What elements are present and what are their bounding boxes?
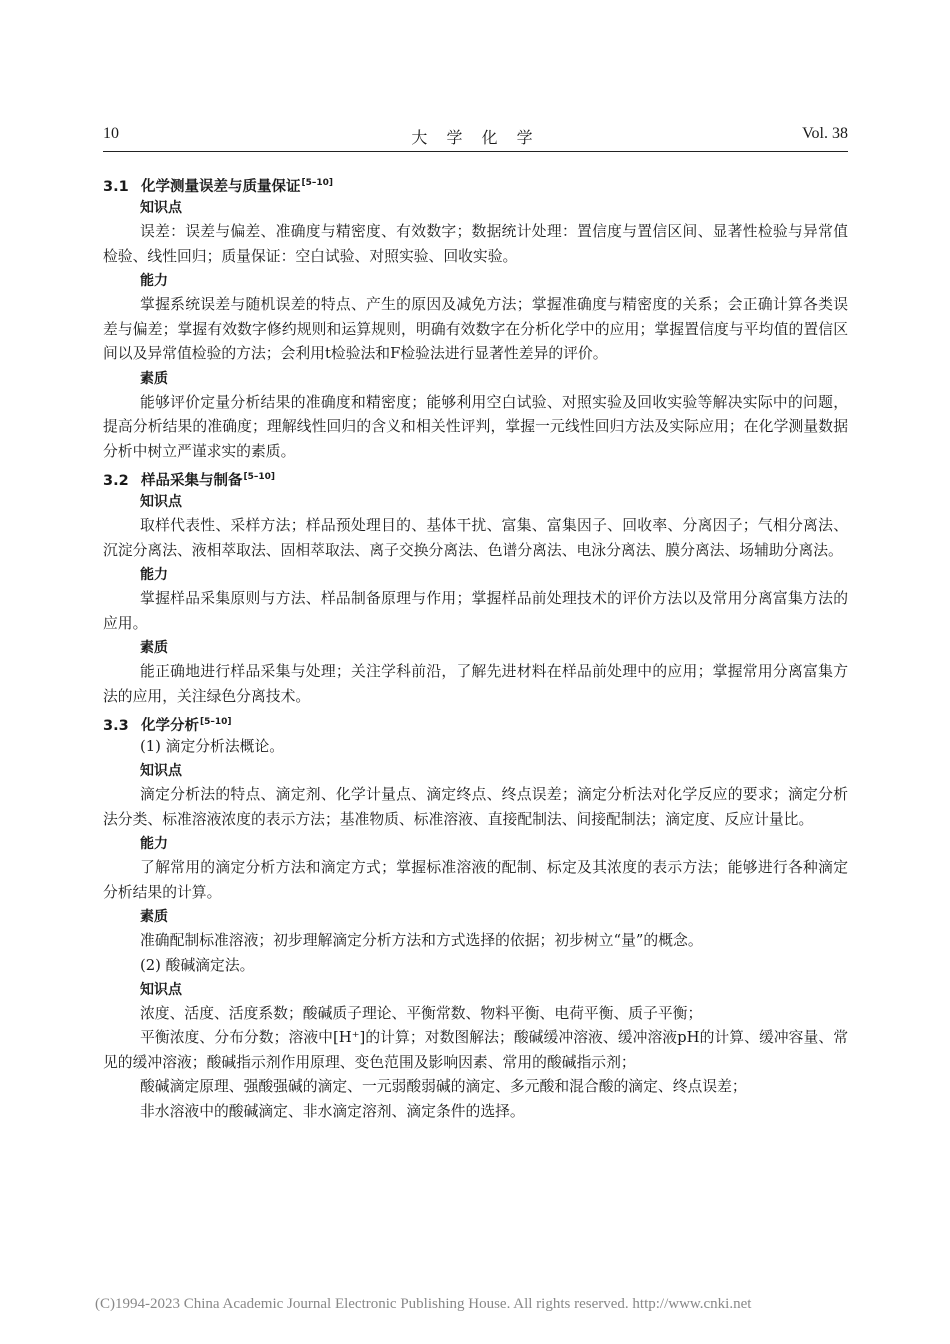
subheading-knowledge: 知识点 [140,494,182,510]
subheading-ability: 能力 [140,567,168,583]
section-number: 3.2 [103,473,129,489]
citation-ref: [5–10] [301,178,334,188]
page-header [103,121,848,152]
subsection-title-acid-base: (2) 酸碱滴定法。 [140,956,255,974]
article-body [103,170,848,1124]
citation-ref: [5–10] [243,472,276,482]
subheading-quality: 素质 [140,909,168,925]
paragraph-quality: 能够评价定量分析结果的准确度和精密度；能够利用空白试验、对照实验及回收实验等解决实际中的问题，提高分析结果的准确度；理解线性回归的含义和相关性评判，掌握一元线性回归方法及实际应用；在化学测量数据分析中树立严谨求实的素质。 [103,393,848,460]
section-heading-3-3 [103,709,848,735]
subheading-quality: 素质 [140,640,168,656]
paragraph-quality: 能正确地进行样品采集与处理；关注学科前沿，了解先进材料在样品前处理中的应用；掌握常用分离富集方法的应用，关注绿色分离技术。 [103,663,848,705]
paragraph-knowledge: 取样代表性、采样方法；样品预处理目的、基体干扰、富集、富集因子、回收率、分离因子；气相分离法、沉淀分离法、液相萃取法、固相萃取法、离子交换分离法、色谱分离法、电泳分离法、膜分离法、场辅助分离法。 [103,517,848,559]
paragraph-ability: 掌握样品采集原则与方法、样品制备原理与作用；掌握样品前处理技术的评价方法以及常用分离富集方法的应用。 [103,590,848,632]
paragraph-knowledge: 误差：误差与偏差、准确度与精密度、有效数字；数据统计处理：置信度与置信区间、显著性检验与异常值检验、线性回归；质量保证：空白试验、对照实验、回收实验。 [103,223,848,265]
paragraph-line: 酸碱滴定原理、强酸强碱的滴定、一元弱酸弱碱的滴定、多元酸和混合酸的滴定、终点误差； [140,1078,747,1095]
paragraph-ability: 掌握系统误差与随机误差的特点、产生的原因及减免方法；掌握准确度与精密度的关系；会正确计算各类误差与偏差；掌握有效数字修约规则和运算规则，明确有效数字在分析化学中的应用；掌握置信度与平均值的置信区间以及异常值检验的方法；会利用t检验法和F检验法进行显著性差异的评价。 [103,296,848,362]
subheading-ability: 能力 [140,273,168,289]
subheading-ability: 能力 [140,836,168,852]
section-number: 3.3 [103,718,129,734]
citation-ref: [5–10] [200,717,232,727]
page-number: 10 [103,125,119,142]
subheading-quality: 素质 [140,370,168,387]
section-title: 化学测量误差与质量保证 [141,179,301,195]
paragraph-line: 浓度、活度、活度系数；酸碱质子理论、平衡常数、物料平衡、电荷平衡、质子平衡； [140,1004,703,1022]
copyright-footer: (C)1994-2023 China Academic Journal Electronic Publishing House. All rights reserved. http://www.cnki.net [95,1296,752,1312]
section-heading-3-2 [103,464,848,490]
subheading-knowledge: 知识点 [140,763,182,779]
paragraph-line: 平衡浓度、分布分数；溶液中[H⁺]的计算；对数图解法；酸碱缓冲溶液、缓冲溶液pH的计算、缓冲容量、常见的缓冲溶液；酸碱指示剂作用原理、变色范围及影响因素、常用的酸碱指示剂； [103,1029,848,1071]
subheading-knowledge: 知识点 [140,200,182,216]
paragraph-ability: 了解常用的滴定分析方法和滴定方式；掌握标准溶液的配制、标定及其浓度的表示方法；能够进行各种滴定分析结果的计算。 [103,859,848,901]
subheading-knowledge: 知识点 [140,981,182,998]
section-title: 样品采集与制备 [141,473,243,489]
paragraph-quality: 准确配制标准溶液；初步理解滴定分析方法和方式选择的依据；初步树立“量”的概念。 [140,932,703,949]
journal-title: 大 学 化 学 [411,128,540,147]
volume-label: Vol. 38 [802,125,848,142]
section-heading-3-1 [103,170,848,196]
paragraph-knowledge: 滴定分析法的特点、滴定剂、化学计量点、滴定终点、终点误差；滴定分析法对化学反应的要求；滴定分析法分类、标准溶液浓度的表示方法；基准物质、标准溶液、直接配制法、间接配制法；滴定度、反应计量比。 [103,786,848,828]
section-title: 化学分析 [141,718,199,734]
paragraph-line: 非水溶液中的酸碱滴定、非水滴定溶剂、滴定条件的选择。 [140,1102,525,1120]
subsection-title-titration-intro: (1) 滴定分析法概论。 [140,738,285,755]
section-number: 3.1 [103,179,129,195]
